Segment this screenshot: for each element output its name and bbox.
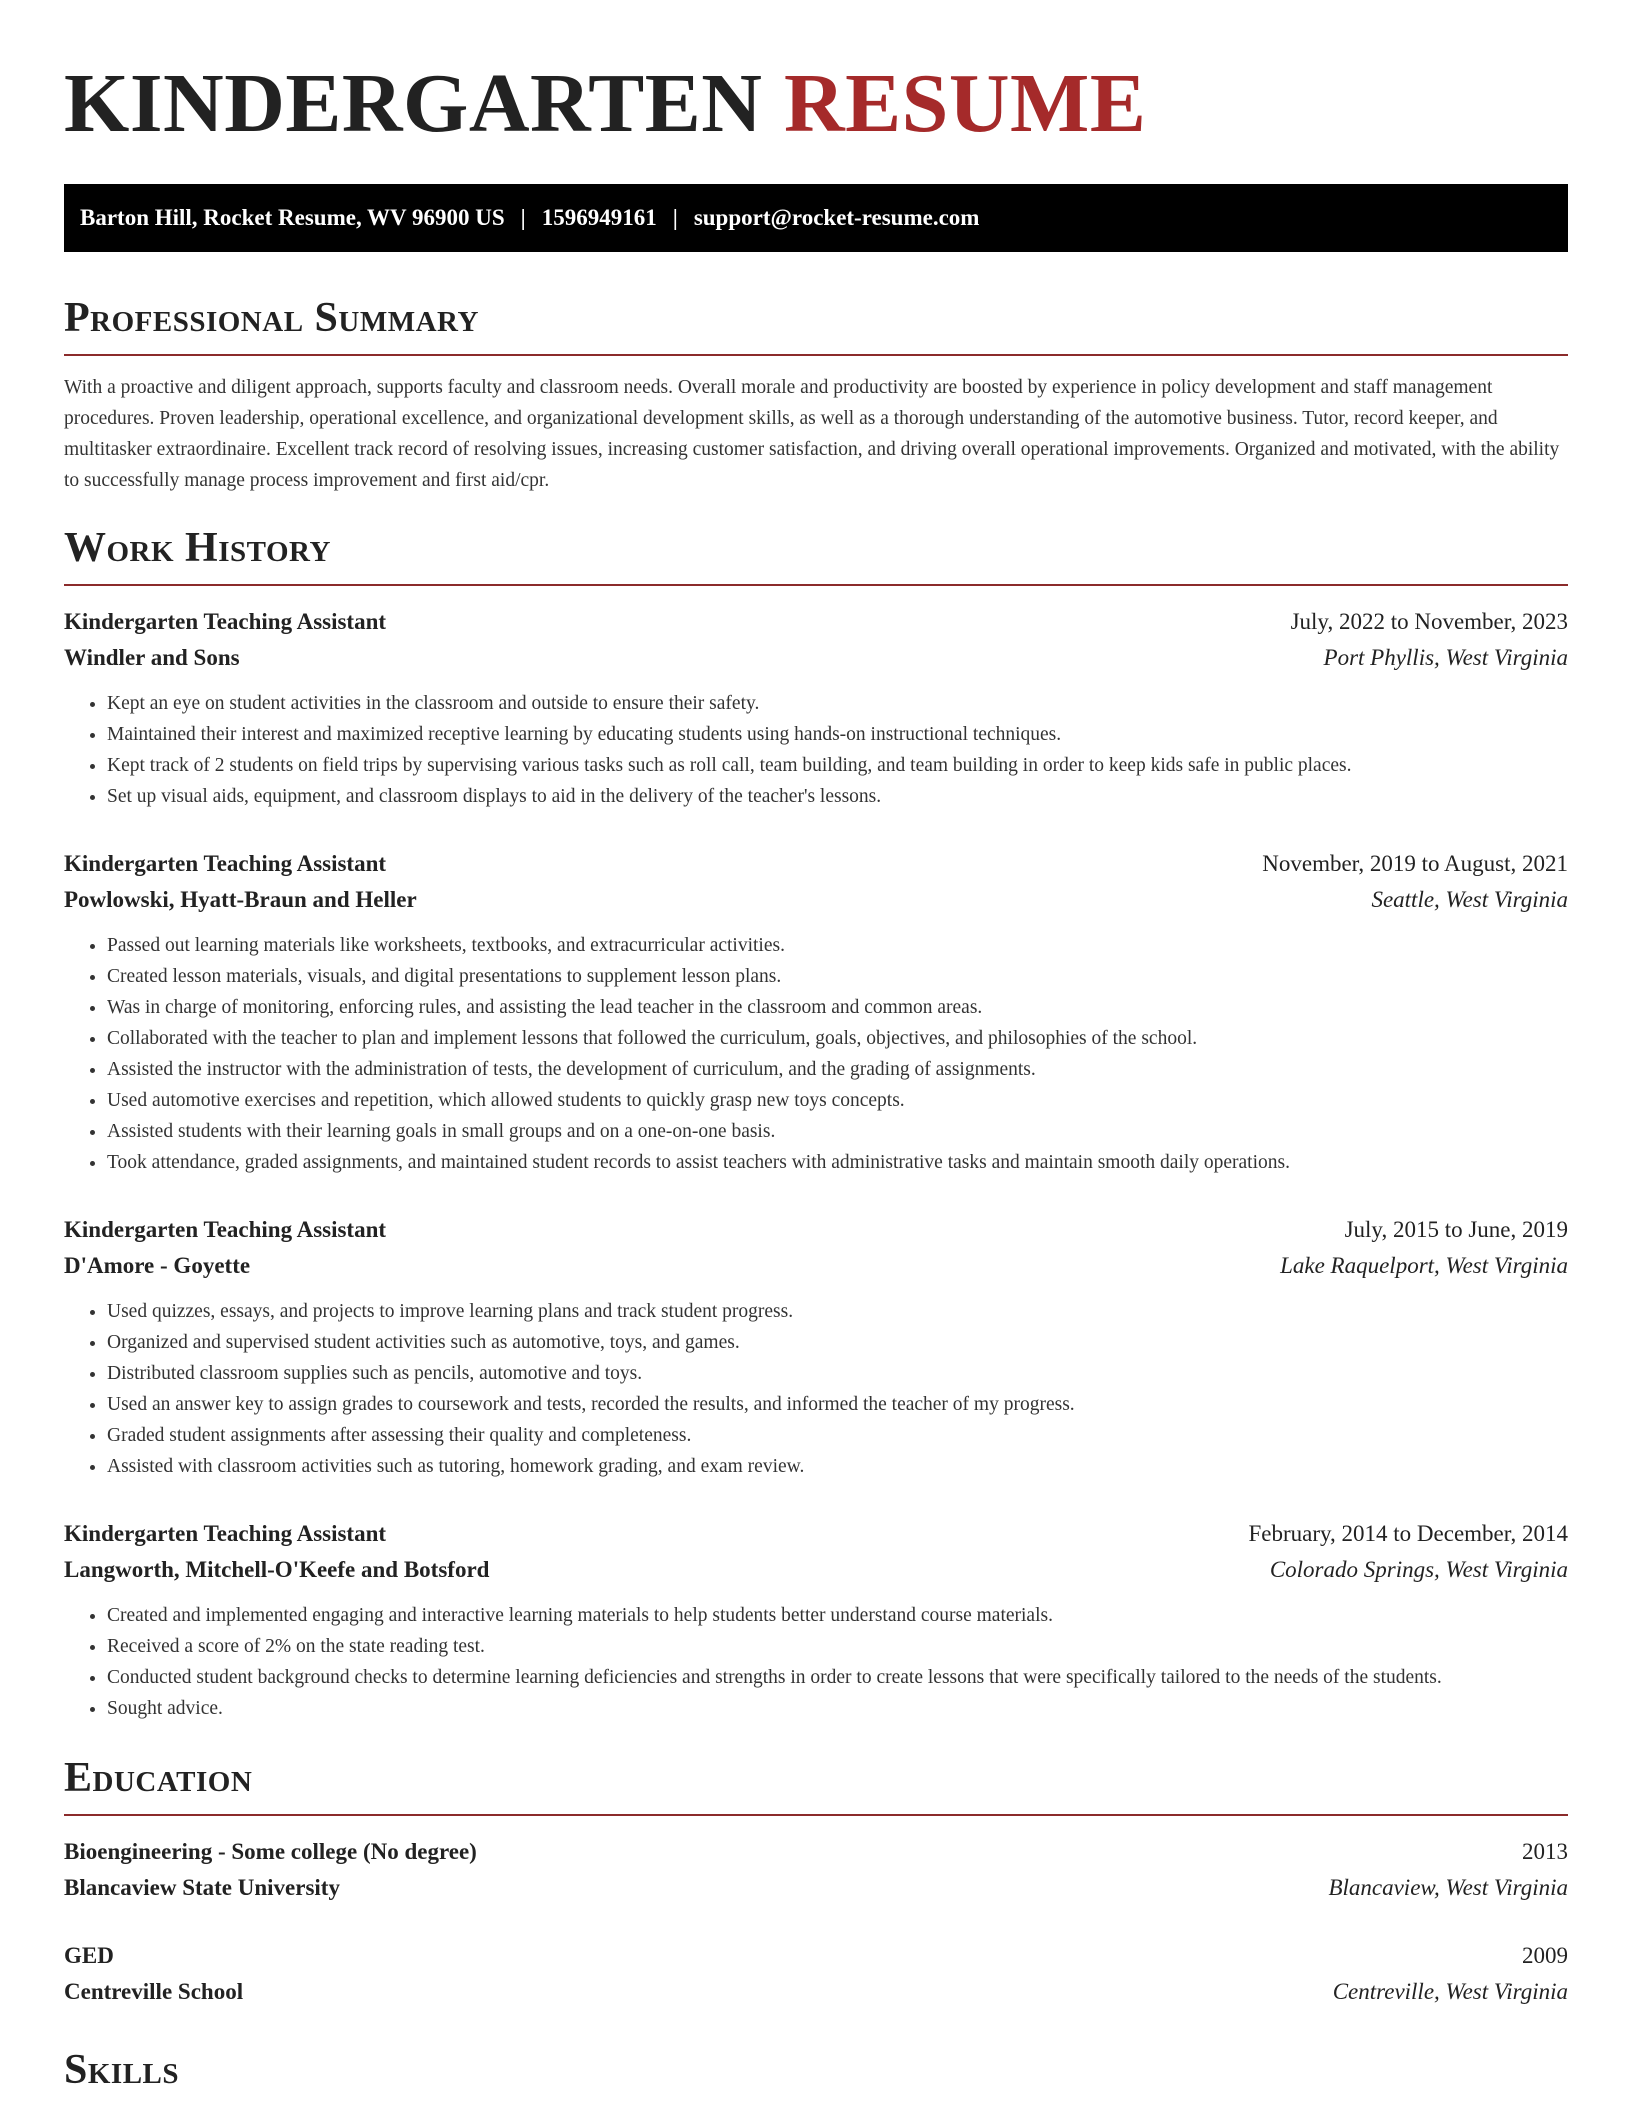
job-bullet: • Sought advice.	[107, 1693, 1568, 1724]
job-bullet: • Collaborated with the teacher to plan and implement lessons that followed the curriculum, goals, objectives, and philosophies of the school.	[107, 1023, 1568, 1054]
education-entry	[64, 1938, 1568, 2010]
job-location: Colorado Springs, West Virginia	[1269, 1557, 1568, 1582]
job-role: Kindergarten Teaching Assistant	[64, 851, 387, 876]
contact-phone: 1596949161	[541, 205, 657, 230]
job-company: D'Amore - Goyette	[64, 1253, 251, 1278]
job-entry	[64, 1212, 1568, 1482]
section-title-work-history: Work History	[64, 525, 331, 571]
education-school-row	[64, 1974, 1568, 2010]
section-title-education: Education	[64, 1755, 253, 1801]
job-dates: November, 2019 to August, 2021	[1262, 851, 1568, 876]
job-bullet: • Kept track of 2 students on field trips by supervising various tasks such as roll call, team building, and team building in order to keep kids safe in public places.	[107, 750, 1568, 781]
job-role: Kindergarten Teaching Assistant	[64, 1521, 387, 1546]
education-school: Blancaview State University	[64, 1875, 340, 1900]
education-location: Centreville, West Virginia	[1332, 1979, 1568, 2004]
job-bullet: • Conducted student background checks to determine learning deficiencies and strengths in order to create lessons that were specifically tailored to the needs of the students.	[107, 1662, 1568, 1693]
job-bullet: • Passed out learning materials like worksheets, textbooks, and extracurricular activities.	[107, 930, 1568, 961]
job-company-row	[64, 1552, 1568, 1588]
contact-separator: |	[672, 205, 678, 230]
job-bullet: • Created lesson materials, visuals, and digital presentations to supplement lesson plans.	[107, 961, 1568, 992]
job-company-row	[64, 882, 1568, 918]
job-bullet: • Used an answer key to assign grades to coursework and tests, recorded the results, and informed the teacher of my progress.	[107, 1389, 1568, 1420]
job-bullet-list	[64, 1296, 1568, 1482]
job-entry	[64, 846, 1568, 1178]
job-bullet: • Assisted with classroom activities such as tutoring, homework grading, and exam review.	[107, 1451, 1568, 1482]
job-header-row	[64, 846, 1568, 882]
job-bullet-list	[64, 1600, 1568, 1724]
education-entry	[64, 1834, 1568, 1906]
job-header-row	[64, 604, 1568, 640]
job-location: Lake Raquelport, West Virginia	[1280, 1253, 1568, 1278]
job-bullet: • Was in charge of monitoring, enforcing rules, and assisting the lead teacher in the classroom and common areas.	[107, 992, 1568, 1023]
job-role: Kindergarten Teaching Assistant	[64, 609, 387, 634]
job-bullet-list	[64, 930, 1568, 1178]
contact-address: Barton Hill, Rocket Resume, WV 96900 US	[80, 205, 505, 230]
job-bullet: • Assisted students with their learning goals in small groups and on a one-on-one basis.	[107, 1116, 1568, 1147]
job-dates: July, 2015 to June, 2019	[1344, 1217, 1568, 1242]
section-divider	[64, 1814, 1568, 1816]
education-school: Centreville School	[64, 1979, 244, 2004]
contact-separator: |	[520, 205, 526, 230]
job-header-row	[64, 1516, 1568, 1552]
section-title-skills: Skills	[64, 2047, 180, 2093]
job-dates: February, 2014 to December, 2014	[1248, 1521, 1568, 1546]
job-bullet: • Used automotive exercises and repetition, which allowed students to quickly grasp new toys concepts.	[107, 1085, 1568, 1116]
job-company: Windler and Sons	[64, 645, 240, 670]
section-divider	[64, 354, 1568, 356]
job-bullet: • Received a score of 2% on the state reading test.	[107, 1631, 1568, 1662]
job-role: Kindergarten Teaching Assistant	[64, 1217, 387, 1242]
education-school-row	[64, 1870, 1568, 1906]
job-location: Port Phyllis, West Virginia	[1323, 645, 1568, 670]
job-bullet: • Kept an eye on student activities in the classroom and outside to ensure their safety.	[107, 688, 1568, 719]
resume-title	[64, 0, 1568, 158]
job-company: Powlowski, Hyatt-Braun and Heller	[64, 887, 417, 912]
job-bullet: • Organized and supervised student activities such as automotive, toys, and games.	[107, 1327, 1568, 1358]
job-company-row	[64, 1248, 1568, 1284]
section-title-summary: Professional Summary	[64, 295, 479, 341]
job-bullet: • Created and implemented engaging and interactive learning materials to help students better understand course materials.	[107, 1600, 1568, 1631]
job-header-row	[64, 1212, 1568, 1248]
job-bullet: • Took attendance, graded assignments, and maintained student records to assist teachers with administrative tasks and maintain smooth daily operations.	[107, 1147, 1568, 1178]
job-bullet: • Used quizzes, essays, and projects to improve learning plans and track student progress.	[107, 1296, 1568, 1327]
education-location: Blancaview, West Virginia	[1328, 1875, 1568, 1900]
job-bullet: • Distributed classroom supplies such as pencils, automotive and toys.	[107, 1358, 1568, 1389]
section-divider	[64, 584, 1568, 586]
education-degree: GED	[64, 1943, 114, 1968]
education-degree: Bioengineering - Some college (No degree)	[64, 1839, 477, 1864]
resume-title-first: KINDERGARTEN	[64, 57, 763, 150]
job-company-row	[64, 640, 1568, 676]
job-bullet: • Assisted the instructor with the administration of tests, the development of curriculum, and the grading of assignments.	[107, 1054, 1568, 1085]
education-year: 2013	[1522, 1839, 1568, 1864]
job-dates: July, 2022 to November, 2023	[1290, 609, 1568, 634]
summary-text: With a proactive and diligent approach, supports faculty and classroom needs. Overall morale and productivity are boosted by experience in policy development and staff management procedures. Proven leadership, operational excellence, and organizational development skills, as well as a thorough understanding of the automotive business. Tutor, record keeper, and multitasker extraordinaire. Excellent track record of resolving issues, increasing customer satisfaction, and driving overall operational improvements. Organized and motivated, with the ability to successfully manage process improvement and first aid/cpr.	[64, 377, 1560, 491]
job-bullet-list	[64, 688, 1568, 812]
job-entry	[64, 604, 1568, 812]
job-bullet: • Set up visual aids, equipment, and classroom displays to aid in the delivery of the teacher's lessons.	[107, 781, 1568, 812]
job-location: Seattle, West Virginia	[1371, 887, 1568, 912]
contact-bar	[64, 184, 1568, 252]
education-header-row	[64, 1938, 1568, 1974]
job-entry	[64, 1516, 1568, 1724]
contact-email[interactable]: support@rocket-resume.com	[693, 205, 980, 230]
job-bullet: • Graded student assignments after assessing their quality and completeness.	[107, 1420, 1568, 1451]
job-company: Langworth, Mitchell-O'Keefe and Botsford	[64, 1557, 490, 1582]
resume-title-last: RESUME	[783, 57, 1147, 150]
job-bullet: • Maintained their interest and maximized receptive learning by educating students using hands-on instructional techniques.	[107, 719, 1568, 750]
education-header-row	[64, 1834, 1568, 1870]
education-year: 2009	[1522, 1943, 1568, 1968]
